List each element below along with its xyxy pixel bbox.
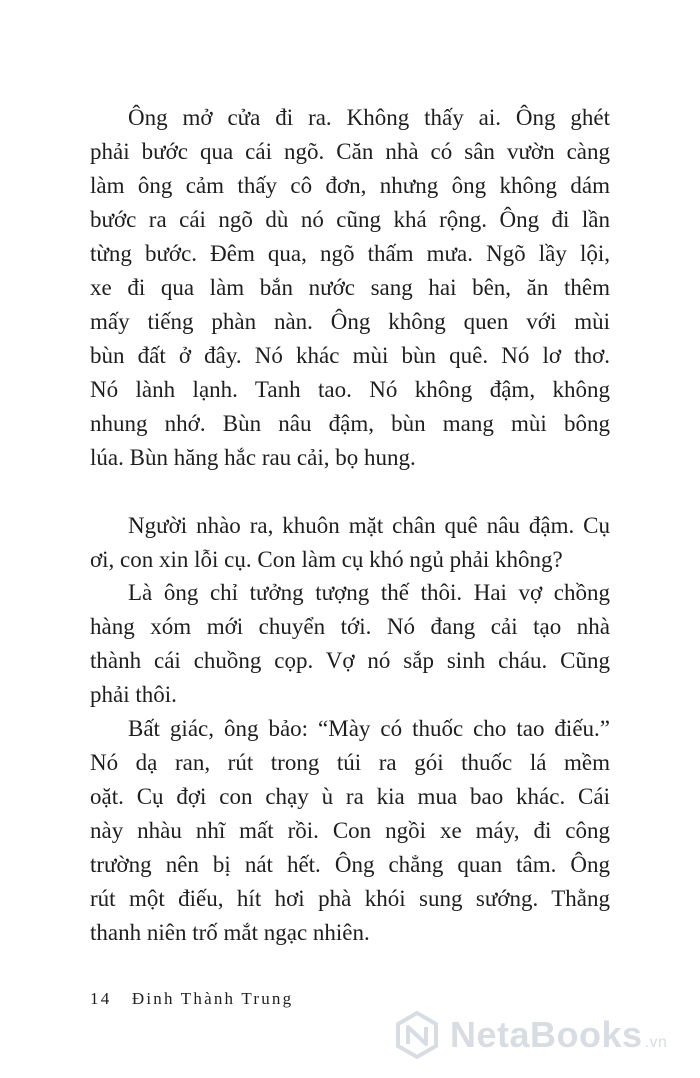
text-line: bước ra cái ngõ dù nó cũng khá rộng. Ông đi lần: [90, 207, 610, 232]
watermark-suffix: .vn: [644, 1034, 668, 1051]
page-number: 14: [90, 989, 112, 1008]
netabooks-logo-icon: [392, 1010, 442, 1060]
author-name: Đinh Thành Trung: [131, 989, 294, 1008]
text-line: phải bước qua cái ngõ. Căn nhà có sân vườn càng: [90, 139, 610, 164]
text-line: trường nên bị nát hết. Ông chẳng quan tâm. Ông: [90, 852, 610, 877]
text-line: làm ông cảm thấy cô đơn, nhưng ông không dám: [90, 173, 610, 198]
text-line: lúa. Bùn hăng hắc rau cải, bọ hung.: [90, 445, 416, 470]
text-line: Nó dạ ran, rút trong túi ra gói thuốc lá mềm: [90, 750, 610, 775]
text-line: thanh niên trố mắt ngạc nhiên.: [90, 920, 370, 945]
text-line: thành cái chuồng cọp. Vợ nó sắp sinh cháu. Cũng: [90, 648, 610, 673]
text-line: từng bước. Đêm qua, ngõ thấm mưa. Ngõ lầy lội,: [90, 241, 610, 266]
text-line: oặt. Cụ đợi con chạy ù ra kia mua bao khác. Cái: [90, 784, 610, 809]
text-line: Nó lành lạnh. Tanh tao. Nó không đậm, không: [90, 377, 610, 402]
paragraph: [90, 509, 610, 577]
paragraph: [90, 101, 610, 475]
watermark-text: [450, 1014, 667, 1056]
text-line: này nhàu nhĩ mất rồi. Con ngồi xe máy, đi công: [90, 818, 610, 843]
text-line: nhung nhớ. Bùn nâu đậm, bùn mang mùi bông: [90, 411, 610, 436]
watermark-brand: NetaBooks: [450, 1014, 643, 1055]
text-line: mấy tiếng phàn nàn. Ông không quen với mùi: [90, 309, 610, 334]
text-line: rút một điếu, hít hơi phà khói sung sướng. Thằng: [90, 886, 610, 911]
text-line: xe đi qua làm bắn nước sang hai bên, ăn thêm: [90, 275, 610, 300]
text-line: Là ông chỉ tưởng tượng thế thôi. Hai vợ chồng: [128, 580, 610, 605]
text-line: Người nhào ra, khuôn mặt chân quê nâu đậm. Cụ: [128, 513, 610, 538]
text-line: Bất giác, ông bảo: “Mày có thuốc cho tao điếu.”: [128, 716, 610, 741]
text-line: phải thôi.: [90, 682, 177, 707]
page-footer: [90, 989, 293, 1009]
watermark: [392, 1010, 667, 1060]
text-line: bùn đất ở đây. Nó khác mùi bùn quê. Nó lơ thơ.: [90, 343, 610, 368]
paragraph: [90, 576, 610, 712]
text-line: ơi, con xin lỗi cụ. Con làm cụ khó ngủ phải không?: [90, 547, 563, 572]
text-line: hàng xóm mới chuyển tới. Nó đang cải tạo nhà: [90, 614, 610, 639]
text-line: Ông mở cửa đi ra. Không thấy ai. Ông ghét: [128, 105, 610, 130]
paragraph: [90, 712, 610, 950]
